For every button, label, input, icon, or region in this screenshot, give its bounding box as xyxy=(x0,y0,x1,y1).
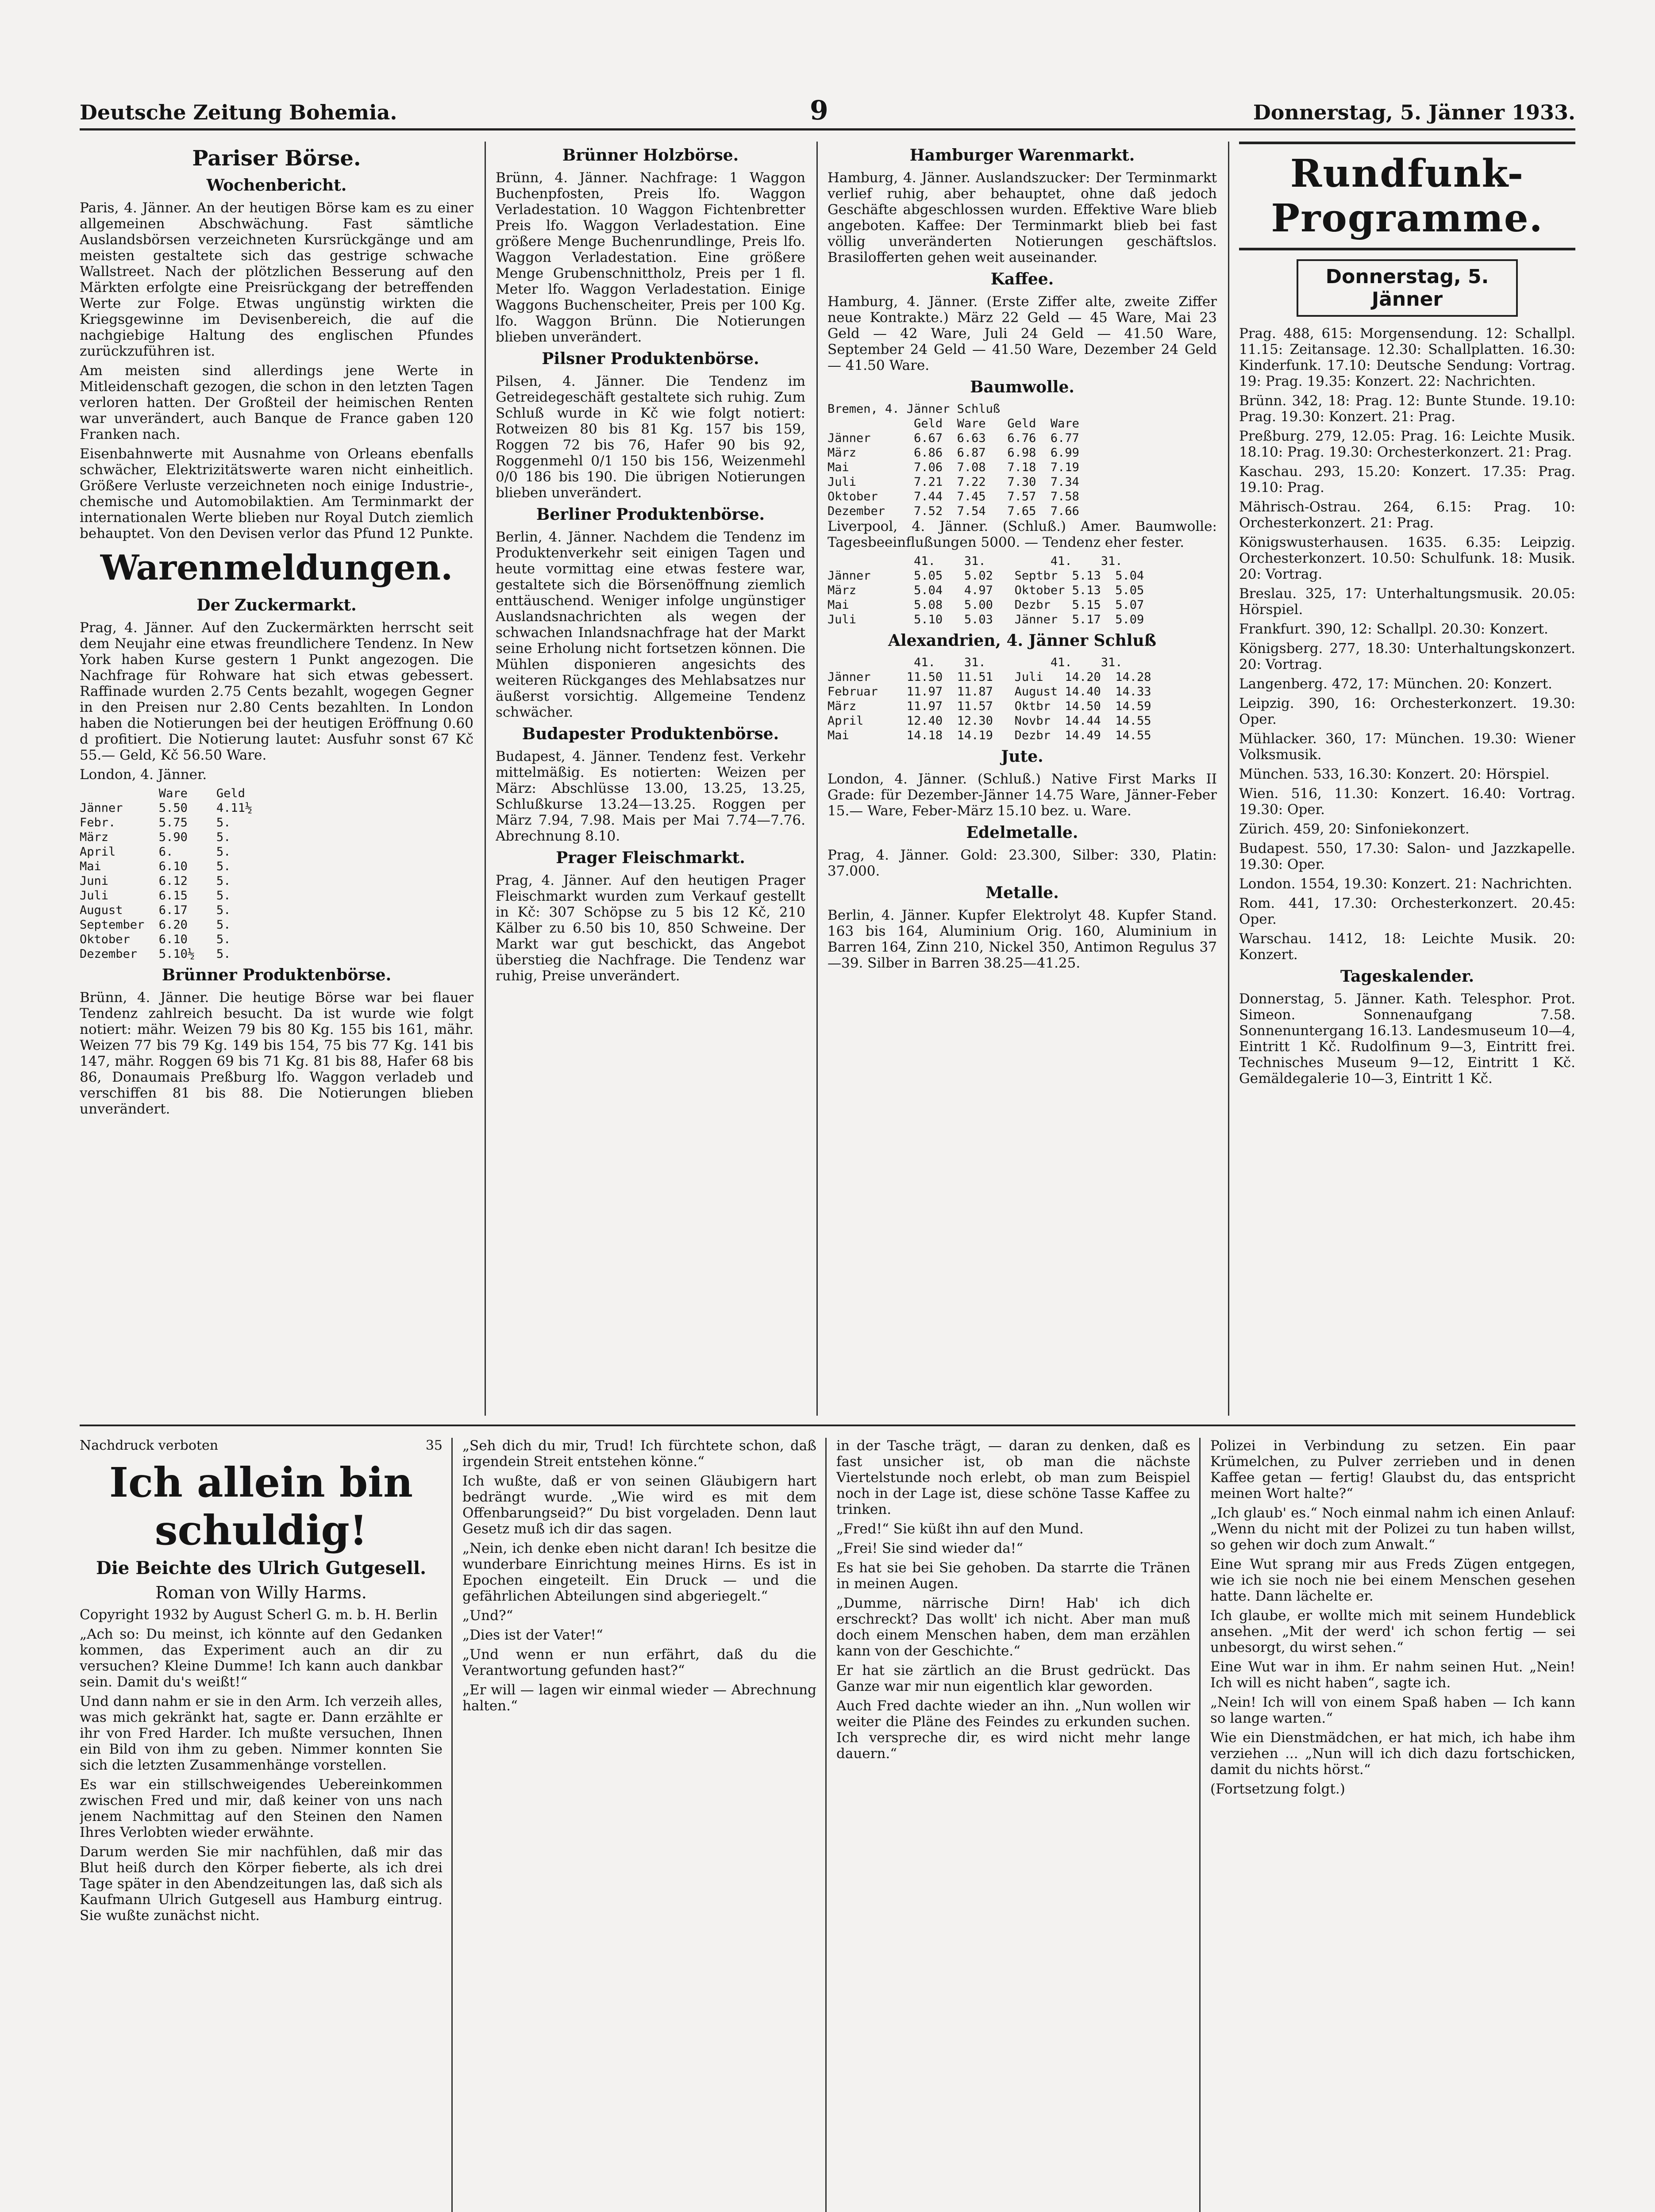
column-divider xyxy=(451,1438,453,2212)
program-entry: Rom. 441, 17.30: Orchesterkonzert. 20.45: Oper. xyxy=(1239,895,1575,927)
novel-paragraph: „Fred!“ Sie küßt ihn auf den Mund. xyxy=(836,1521,1084,1537)
tageskalender-paragraph: Donnerstag, 5. Jänner. Kath. Telesphor. Prot. Simeon. Sonnenaufgang 7.58. Sonnenuntergang 16.13. Landesmuseum 10—4, Eintritt 1 Kč. Rudolfinum 9—3, Eintritt frei. Technisches Museum 9—12, Eintritt 1 Kč. Gemäldegalerie 10—3, Eintritt 1 Kč. xyxy=(1239,991,1575,1087)
liverpool-table: 41. 31. 41. 31. Jänner 5.05 5.02 Septbr 5.13 5.04 März 5.04 4.97 Oktober 5.13 5.05 Mai 5.08 5.00 Dezbr 5.15 5.07 Juli 5.10 5.03 Jänner 5.17 5.09 xyxy=(828,554,1144,626)
berlin-paragraph: Berlin, 4. Jänner. Nachdem die Tendenz im Produktenverkehr seit einigen Tagen und heute vormittag eine etwas festere war, gestaltete sich die Börsenöffnung ziemlich enttäuschend. Weniger infolge ungünstiger Auslandsnachrichten als wegen der schwachen Inlandsnachfrage hat der Markt seine Erholung nicht fortsetzen können. Die Mühlen disponieren angesichts des weiteren Rückganges des Mehlabsatzes nur äußerst vorsichtig. Allgemeine Tendenz schwächer. xyxy=(496,529,805,720)
novel-paragraph: Polizei in Verbindung zu setzen. Ein paar Krümelchen, zu Pulver zerrieben und in denen Kaffee getan — fertig! Glaubst du, das entspricht meinen Wort halte?“ xyxy=(1210,1438,1575,1502)
alexandrien-heading: Alexandrien, 4. Jänner Schluß xyxy=(888,631,1156,650)
page-number: 9 xyxy=(810,95,828,126)
column-rundfunk xyxy=(1239,142,1575,1416)
feuilleton-header xyxy=(80,1438,443,1453)
novel-paragraph: Wie ein Dienstmädchen, er hat mich, ich habe ihm verziehen ... „Nun will ich dich dazu fortschicken, damit du nichts hörst.“ xyxy=(1210,1730,1575,1778)
zucker-paragraph: Prag, 4. Jänner. Auf den Zuckermärkten herrscht seit dem Neujahr eine etwas freundlichere Tendenz. In New York haben Kurse gestern 1 Punkt angezogen. Die Nachfrage für Rohware hat sich etwas gebessert. Raffinade wurden 2.75 Cents bezahlt, wogegen Gegner in den Preisen nur 2.80 Cents bezahlten. In London haben die Notierungen bei der heutigen Eröffnung 0.60 d profitiert. Die Notierung lautet: Ausfuhr sonst 67 Kč 55.— Geld, Kč 56.50 Ware. xyxy=(80,620,473,763)
holz-paragraph: Brünn, 4. Jänner. Nachfrage: 1 Waggon Buchenpfosten, Preis lfo. Waggon Verladestation. 10 Waggon Fichtenbretter Preis lfo. Waggon Verladestation. Eine größere Menge Buchenrundlinge, Preis lfo. Waggon Verladestation. Eine größere Menge Grubenschnittholz, Preis per 1 fl. Meter lfo. Waggon Verladestation. Einige Waggons Buchenscheiter, Preis per 100 Kg. lfo. Waggon Brünn. Die Notierungen blieben unverändert. xyxy=(496,170,805,345)
jute-paragraph: London, 4. Jänner. (Schluß.) Native First Marks II Grade: für Dezember-Jänner 14.75 Ware, Jänner-Feber 15.— Ware, Feber-März 15.10 bez. u. Ware. xyxy=(828,771,1217,819)
novel-paragraph: Ich glaube, er wollte mich mit seinem Hundeblick ansehen. „Mit der werd' ich schon fertig — sei unbesorgt, du wirst sehen.“ xyxy=(1210,1608,1575,1655)
column-divider xyxy=(1228,142,1229,1416)
feuilleton-col-1 xyxy=(80,1438,443,2212)
fortsetzung-note: (Fortsetzung folgt.) xyxy=(1210,1781,1345,1797)
column-divider xyxy=(1199,1438,1201,2212)
program-entry: Prag. 488, 615: Morgensendung. 12: Schallpl. 11.15: Zeitansage. 12.30: Schallplatten. 16.30: Kinderfunk. 17.10: Deutsche Sendung: Vortrag. 19: Prag. 19.35: Konzert. 22: Nachrichten. xyxy=(1239,326,1575,389)
alexandrien-table: 41. 31. 41. 31. Jänner 11.50 11.51 Juli 14.20 14.28 Februar 11.97 11.87 August 14.40 14.33 März 11.97 11.57 Oktbr 14.50 14.59 April 12.40 12.30 Novbr 14.44 14.55 Mai 14.18 14.19 Dezbr 14.49 14.55 xyxy=(828,656,1151,742)
running-header xyxy=(80,95,1575,131)
wochenbericht-subheading: Wochenbericht. xyxy=(206,176,347,195)
kaffee-paragraph: Hamburg, 4. Jänner. (Erste Ziffer alte, zweite Ziffer neue Kontrakte.) März 22 Geld — 45 Ware, Mai 23 Geld — 42 Ware, Juli 24 Geld — 41.50 Ware, September 24 Geld — 41.50 Ware, Dezember 24 Geld — 41.50 Ware. xyxy=(828,294,1217,373)
column-waren xyxy=(828,142,1217,1416)
program-entry: Leipzig. 390, 16: Orchesterkonzert. 19.30: Oper. xyxy=(1239,695,1575,727)
kaffee-heading: Kaffee. xyxy=(990,270,1054,288)
program-entry: Frankfurt. 390, 12: Schallpl. 20.30: Konzert. xyxy=(1239,621,1548,637)
boerse-paragraph: Paris, 4. Jänner. An der heutigen Börse kam es zu einer allgemeinen Abschwächung. Fast sämtliche Auslandsbörsen verzeichneten Kursrückgänge und am meisten gestaltete sich das gestrige schwache Wallstreet. Nach der plötzlichen Besserung auf den Märkten erfolgte eine Preisrückgang der betreffenden Werte zur Folge. Etwas ungünstig wirkten die Kriegsgewinne im Devisenbereich, die auf die nachgiebige Haltung des englischen Pfundes zurückzuführen ist. xyxy=(80,200,473,359)
boerse-paragraph: Eisenbahnwerte mit Ausnahme von Orleans ebenfalls schwächer, Elektrizitätswerte waren nicht einheitlich. Größere Verluste verzeichneten noch einige Industrie-, chemische und Automobilaktien. Am Terminmarkt der internationalen Werte blieben nur Royal Dutch ziemlich behauptet. Von den Devisen verlor das Pfund 12 Punkte. xyxy=(80,446,473,541)
hamburger-heading: Hamburger Warenmarkt. xyxy=(909,146,1135,165)
novel-paragraph: „Nein, ich denke eben nicht daran! Ich besitze die wunderbare Einrichtung meines Hirns. Es ist in Epochen eingeteilt. Ein Druck — und die gefährlichen Abteilungen sind abgeriegelt.“ xyxy=(462,1540,816,1604)
berliner-heading: Berliner Produktenbörse. xyxy=(536,505,765,524)
program-entry: London. 1554, 19.30: Konzert. 21: Nachrichten. xyxy=(1239,876,1573,892)
hamburg-paragraph: Hamburg, 4. Jänner. Auslandszucker: Der Terminmarkt verlief ruhig, aber behauptet, ohne daß jedoch Geschäfte abgeschlossen wurden. Effektive Ware blieb angeboten. Kaffee: Der Terminmarkt blieb bei fast völlig unveränderten Notierungen geschäftslos. Brasilofferten gehen weit auseinander. xyxy=(828,170,1217,265)
novel-paragraph: Eine Wut sprang mir aus Freds Zügen entgegen, wie ich sie noch nie bei einem Menschen gesehen hatte. Dann lächelte er. xyxy=(1210,1556,1575,1604)
novel-paragraph: „Ach so: Du meinst, ich könnte auf den Gedanken kommen, das Experiment auch an dir zu versuchen? Kleine Dumme! Ich kann auch dankbar sein. Damit du's weißt!“ xyxy=(80,1626,443,1690)
program-entry: Zürich. 459, 20: Sinfoniekonzert. xyxy=(1239,821,1470,837)
tageskalender-heading: Tageskalender. xyxy=(1340,967,1474,986)
installment-number: 35 xyxy=(425,1438,443,1453)
pariser-boerse-heading: Pariser Börse. xyxy=(192,146,361,171)
warenmeldungen-heading: Warenmeldungen. xyxy=(100,548,453,588)
pilsen-paragraph: Pilsen, 4. Jänner. Die Tendenz im Getreidegeschäft gestaltete sich ruhig. Zum Schluß wurde in Kč wie folgt notiert: Rotweizen 80 bis 81 Kg. 157 bis 159, Roggen 72 bis 76, Hafer 90 bis 92, Roggenmehl 0/1 150 bis 156, Weizenmehl 0/0 186 bis 190. Die übrigen Notierungen blieben unverändert. xyxy=(496,373,805,501)
program-entry: Breslau. 325, 17: Unterhaltungsmusik. 20.05: Hörspiel. xyxy=(1239,586,1575,618)
column-boerse xyxy=(80,142,473,1416)
edelmetalle-paragraph: Prag, 4. Jänner. Gold: 23.300, Silber: 330, Platin: 37.000. xyxy=(828,847,1217,879)
metalle-heading: Metalle. xyxy=(985,883,1059,902)
program-entry: Preßburg. 279, 12.05: Prag. 16: Leichte Musik. 18.10: Prag. 19.30: Orchesterkonzert. 21: Prag. xyxy=(1239,428,1575,460)
novel-paragraph: Eine Wut war in ihm. Er nahm seinen Hut. „Nein! Ich will es nicht haben“, sagte ich. xyxy=(1210,1659,1575,1691)
column-divider xyxy=(485,142,486,1416)
novel-paragraph: Darum werden Sie mir nachfühlen, daß mir das Blut heiß durch den Körper fieberte, als ich drei Tage später in den Abendzeitungen las, daß sich als Kaufmann Ulrich Gutgesell aus Hamburg eintrug. Sie wußte zunächst nicht. xyxy=(80,1844,443,1924)
rundfunk-title: Rundfunk-Programme. xyxy=(1239,142,1575,250)
feuilleton-divider xyxy=(80,1425,1575,1426)
program-entry: Budapest. 550, 17.30: Salon- und Jazzkapelle. 19.30: Oper. xyxy=(1239,841,1575,872)
zuckermarkt-heading: Der Zuckermarkt. xyxy=(196,596,357,614)
bruenner-boerse-heading: Brünner Produktenbörse. xyxy=(162,966,392,984)
issue-date: Donnerstag, 5. Jänner 1933. xyxy=(1253,100,1575,124)
program-entry: Königswusterhausen. 1635. 6.35: Leipzig. Orchesterkonzert. 10.50: Schulfunk. 18: Musik. 20: Vortrag. xyxy=(1239,534,1575,582)
metalle-paragraph: Berlin, 4. Jänner. Kupfer Elektrolyt 48. Kupfer Stand. 163 bis 164, Aluminium Orig. 160, Aluminium in Barren 164, Zinn 210, Nickel 350, Antimon Regulus 37—39. Silber in Barren 38.25—41.25. xyxy=(828,907,1217,971)
program-entry: Mühlacker. 360, 17: München. 19.30: Wiener Volksmusik. xyxy=(1239,731,1575,763)
holzboerse-heading: Brünner Holzbörse. xyxy=(562,146,739,165)
novel-paragraph: Er hat sie zärtlich an die Brust gedrückt. Das Ganze war mir nun eigentlich klar geworden. xyxy=(836,1663,1190,1694)
program-entry: Brünn. 342, 18: Prag. 12: Bunte Stunde. 19.10: Prag. 19.30: Konzert. 21: Prag. xyxy=(1239,393,1575,425)
novel-subtitle: Die Beichte des Ulrich Gutgesell. xyxy=(96,1558,426,1578)
bremen-table: Bremen, 4. Jänner Schluß Geld Ware Geld Ware Jänner 6.67 6.63 6.76 6.77 März 6.86 6.87 6.98 6.99 Mai 7.06 7.08 7.18 7.19 Juli 7.21 7.22 7.30 7.34 Oktober 7.44 7.45 7.57 7.58 Dezember 7.52 7.54 7.65 7.66 xyxy=(828,402,1079,518)
feuilleton-col-4 xyxy=(1210,1438,1575,2212)
column-divider xyxy=(825,1438,827,2212)
feuilleton-col-2 xyxy=(462,1438,816,2212)
program-entry: Warschau. 1412, 18: Leichte Musik. 20: Konzert. xyxy=(1239,931,1575,963)
column-produkte xyxy=(496,142,805,1416)
program-entry: Mährisch-Ostrau. 264, 6.15: Prag. 10: Orchesterkonzert. 21: Prag. xyxy=(1239,499,1575,531)
london-table-title: London, 4. Jänner. xyxy=(80,767,207,783)
program-entry: Langenberg. 472, 17: München. 20: Konzert. xyxy=(1239,676,1552,692)
novel-paragraph: „Und wenn er nun erfährt, daß du die Verantwortung gefunden hast?“ xyxy=(462,1647,816,1678)
novel-paragraph: „Dies ist der Vater!“ xyxy=(462,1627,603,1643)
nachdruck-note: Nachdruck verboten xyxy=(80,1438,219,1453)
baumwolle-heading: Baumwolle. xyxy=(970,378,1074,396)
paper-name: Deutsche Zeitung Bohemia. xyxy=(80,100,397,124)
edelmetalle-heading: Edelmetalle. xyxy=(966,823,1078,842)
program-entry: Wien. 516, 11.30: Konzert. 16.40: Vortrag. 19.30: Oper. xyxy=(1239,786,1575,818)
novel-title: Ich allein bin schuldig! xyxy=(109,1459,413,1554)
novel-paragraph: „Frei! Sie sind wieder da!“ xyxy=(836,1540,1024,1556)
budapester-heading: Budapester Produktenbörse. xyxy=(522,725,779,743)
novel-paragraph: „Ich glaub' es.“ Noch einmal nahm ich einen Anlauf: „Wenn du nicht mit der Polizei zu tun haben willst, so gehen wir doch zum Anwalt.“ xyxy=(1210,1505,1575,1553)
novel-paragraph: „Seh dich du mir, Trud! Ich fürchtete schon, daß irgendein Streit entstehen könne.“ xyxy=(462,1438,816,1470)
novel-paragraph: „Und?“ xyxy=(462,1608,513,1624)
novel-paragraph: „Nein! Ich will von einem Spaß haben — Ich kann so lange warten.“ xyxy=(1210,1694,1575,1726)
novel-paragraph: Es war ein stillschweigendes Uebereinkommen zwischen Fred und mir, daß keiner von uns nach jenem Nachmittag auf den Steinen den Namen Ihres Verlobten wieder erwähnte. xyxy=(80,1777,443,1840)
novel-paragraph: Es hat sie bei Sie gehoben. Da starrte die Tränen in meinen Augen. xyxy=(836,1560,1190,1592)
novel-author: Roman von Willy Harms. xyxy=(155,1583,367,1602)
jute-heading: Jute. xyxy=(1001,747,1043,766)
feuilleton-col-3 xyxy=(836,1438,1190,2212)
copyright-line: Copyright 1932 by August Scherl G. m. b. H. Berlin xyxy=(80,1607,438,1623)
novel-paragraph: Und dann nahm er sie in den Arm. Ich verzeih alles, was mich gekränkt hat, sagte er. Dann erzählte er ihr von Fred Harder. Ich mußte versuchen, Ihnen ein Bild von ihm zu geben. Nimmer konnten Sie sich die letzten Zusammenhänge vorstellen. xyxy=(80,1694,443,1773)
novel-paragraph: „Dumme, närrische Dirn! Hab' ich dich erschreckt? Das wollt' ich nicht. Aber man muß doch einem Menschen haben, dem man erzählen kann von der Geschichte.“ xyxy=(836,1595,1190,1659)
fleischmarkt-heading: Prager Fleischmarkt. xyxy=(556,849,745,867)
liverpool-paragraph: Liverpool, 4. Jänner. (Schluß.) Amer. Baumwolle: Tagesbeeinflußungen 5000. — Tendenz eher fester. xyxy=(828,518,1217,550)
program-entry: Kaschau. 293, 15.20: Konzert. 17.35: Prag. 19.10: Prag. xyxy=(1239,464,1575,495)
program-entry: Königsberg. 277, 18.30: Unterhaltungskonzert. 20: Vortrag. xyxy=(1239,641,1575,672)
program-entry: München. 533, 16.30: Konzert. 20: Hörspiel. xyxy=(1239,766,1550,782)
program-date-box: Donnerstag, 5. Jänner xyxy=(1297,259,1518,317)
bruenn-paragraph: Brünn, 4. Jänner. Die heutige Börse war bei flauer Tendenz zahlreich besucht. Da ist wurde wie folgt notiert: mähr. Weizen 79 bis 80 Kg. 155 bis 161, mähr. Weizen 77 bis 79 Kg. 149 bis 154, 75 bis 77 Kg. 141 bis 147, mähr. Roggen 69 bis 71 Kg. 81 bis 88, Hafer 68 bis 86, Donaumais Preßburg lfo. Waggon verladeb und verschiffen 81 bis 88. Die Notierungen blieben unverändert. xyxy=(80,990,473,1117)
boerse-paragraph: Am meisten sind allerdings jene Werte in Mitleidenschaft gezogen, die schon in den letzten Tagen verloren hatten. Der Großteil der heimischen Renten war unverändert, auch Banque de France gaben 120 Franken nach. xyxy=(80,363,473,442)
pilsner-heading: Pilsner Produktenbörse. xyxy=(542,349,759,368)
budapest-paragraph: Budapest, 4. Jänner. Tendenz fest. Verkehr mittelmäßig. Es notierten: Weizen per März: Abschlüsse 13.00, 13.25, 13.25, Schlußkurse 13.24—13.25. Roggen per März 7.94, 7.98. Mais per Mai 7.74—7.76. Abrechnung 8.10. xyxy=(496,749,805,844)
novel-paragraph: „Er will — lagen wir einmal wieder — Abrechnung halten.“ xyxy=(462,1682,816,1714)
novel-paragraph: Ich wußte, daß er von seinen Gläubigern hart bedrängt wurde. „Wie wird es mit dem Offenbarungseid?“ Du bist vorgeladen. Denn laut Gesetz muß ich dir das sagen. xyxy=(462,1473,816,1537)
novel-paragraph: Auch Fred dachte wieder an ihn. „Nun wollen wir weiter die Pläne des Feindes zu erkunden suchen. Ich verspreche dir, es wird nicht mehr lange dauern.“ xyxy=(836,1698,1190,1762)
zucker-table: Ware Geld Jänner 5.50 4.11½ Febr. 5.75 5. März 5.90 5. April 6. 5. Mai 6.10 5. Juni 6.12 5. Juli 6.15 5. August 6.17 5. September 6.20 5. Oktober 6.10 5. Dezember 5.10½ 5. xyxy=(80,787,253,961)
column-divider xyxy=(816,142,818,1416)
fleisch-paragraph: Prag, 4. Jänner. Auf den heutigen Prager Fleischmarkt wurden zum Verkauf gestellt in Kč: 307 Schöpse zu 5 bis 12 Kč, 210 Kälber zu 6.50 bis 10, 850 Schweine. Der Markt war gut beschickt, das Angebot überstieg die Nachfrage. Die Tendenz war ruhig, Preise unverändert. xyxy=(496,872,805,984)
novel-paragraph: in der Tasche trägt, — daran zu denken, daß es fast unsicher ist, ob man die nächste Viertelstunde noch erlebt, ob man zum Beispiel noch in der Lage ist, diese schöne Tasse Kaffee zu trinken. xyxy=(836,1438,1190,1517)
